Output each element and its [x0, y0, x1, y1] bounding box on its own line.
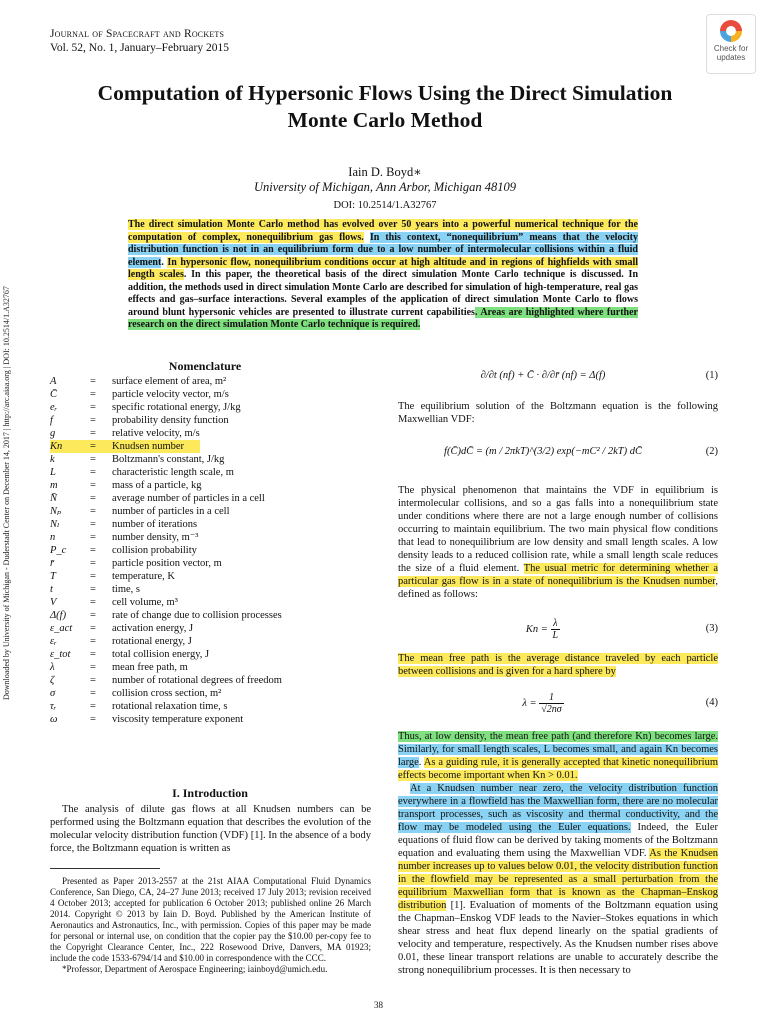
nomenclature-row	[50, 648, 370, 661]
nomenclature-symbol: ζ	[50, 675, 55, 686]
nomenclature-definition: rate of change due to collision processes	[112, 610, 282, 621]
nomenclature-row	[50, 544, 370, 557]
equation-4	[398, 688, 718, 718]
nomenclature-definition: relative velocity, m/s	[112, 428, 200, 439]
equals-sign: =	[90, 519, 96, 530]
nomenclature-heading: Nomenclature	[168, 359, 242, 373]
badge-line2: updates	[716, 53, 746, 62]
equals-sign: =	[90, 454, 96, 465]
equals-sign: =	[90, 688, 96, 699]
nomenclature-definition: characteristic length scale, m	[112, 467, 234, 478]
p2-text-c: , defined as follows:	[398, 576, 718, 600]
title-line1: Computation of Hypersonic Flows Using the Direct Simulation	[97, 81, 673, 105]
doi-label: DOI:	[333, 200, 358, 211]
doi-link[interactable]: 10.2514/1.A32767	[357, 200, 437, 211]
nomenclature-symbol: eᵣ	[50, 402, 58, 413]
paragraph-knudsen-zero	[398, 782, 718, 977]
nomenclature-row	[50, 674, 370, 687]
equals-sign: =	[90, 649, 96, 660]
equation-4-numerator: 1	[539, 692, 563, 704]
p5-highlight-blue: At a Knudsen number near zero, the velocity distribution function everywhere in a flowfield has the Maxwellian form, there are no molecular transport processes, such as viscosity and thermal conductivity, and the flow may be modeled using the Euler equations.	[398, 783, 718, 833]
journal-issue: Vol. 52, No. 1, January–February 2015	[50, 42, 229, 54]
nomenclature-row	[50, 479, 370, 492]
nomenclature-symbol: C̄	[50, 389, 58, 400]
nomenclature-row	[50, 453, 370, 466]
section-heading-introduction: I. Introduction	[172, 786, 248, 800]
abstract	[128, 219, 638, 332]
nomenclature-definition: specific rotational energy, J/kg	[112, 402, 241, 413]
equation-2-formula: f(C̄)dC̄ = (m / 2πkT)^(3/2) exp(−mC² / 2kT) dC̄	[444, 446, 642, 457]
equation-4-denominator: √2nσ	[541, 704, 562, 715]
equation-3-lhs: Kn =	[525, 623, 548, 635]
nomenclature-list	[50, 375, 370, 726]
nomenclature-row	[50, 713, 370, 726]
nomenclature-row	[50, 583, 370, 596]
badge-line1: Check for	[713, 44, 749, 53]
nomenclature-definition: rotational relaxation time, s	[112, 701, 228, 712]
nomenclature-symbol: N̄	[50, 493, 58, 504]
nomenclature-symbol: L	[50, 467, 56, 478]
p4-highlight-green: Thus, at low density, the mean free path (and therefore Kn) becomes large.	[398, 731, 718, 742]
nomenclature-row	[50, 466, 370, 479]
equals-sign: =	[90, 597, 96, 608]
nomenclature-symbol: A	[50, 376, 57, 387]
equals-sign: =	[90, 441, 96, 452]
nomenclature-definition: Knudsen number	[112, 441, 185, 452]
equals-sign: =	[90, 428, 96, 439]
journal-header	[50, 27, 229, 55]
nomenclature-row	[50, 505, 370, 518]
intro-paragraph: The analysis of dilute gas flows at all Knudsen numbers can be performed using the Boltzmann equation that describes the evolution of the molecular velocity distribution function (VDF) [1]. In the absence of a body force, the Boltzmann equation is written as	[50, 804, 371, 854]
nomenclature-row	[50, 414, 370, 427]
footnote-2: *Professor, Department of Aerospace Engineering; iainboyd@umich.edu.	[62, 964, 328, 974]
abstract-segment: . In this paper, the theoretical basis of the direct simulation Monte Carlo technique is discussed. In addition, the methods used in direct simulation Monte Carlo are described for simulation of high-temperature, real gas effects and gas–surface interactions. Several examples of the application of direct simulation Monte Carlo to flows around blunt hypersonic vehicles are presented to illustrate current capabilities	[128, 269, 639, 318]
equals-sign: =	[90, 571, 96, 582]
equals-sign: =	[90, 376, 96, 387]
nomenclature-symbol: Nₗ	[50, 519, 60, 530]
nomenclature-row	[50, 388, 370, 401]
nomenclature-symbol: ε_act	[50, 623, 73, 634]
equation-1-formula: ∂/∂t (nf) + C̄ · ∂/∂r̄ (nf) = Δ(f)	[480, 370, 606, 381]
nomenclature-definition: cell volume, m³	[112, 597, 178, 608]
doi-line	[60, 199, 710, 212]
paragraph-low-density	[398, 730, 718, 782]
abstract-segment: In hypersonic flow, nonequilibrium conditions occur at high altitude and in regions of highfields with small length scales	[128, 256, 638, 280]
nomenclature-symbol: ω	[50, 714, 58, 725]
nomenclature-definition: total collision energy, J	[112, 649, 210, 660]
equals-sign: =	[90, 623, 96, 634]
nomenclature-definition: particle position vector, m	[112, 558, 222, 569]
p5-text-d: [1]. Evaluation of moments of the Boltzmann equation using the Chapman–Enskog VDF leads to the Navier–Stokes equations in which shear stress and heat flux depend linearly on the spatial gradients of velocity and temperature, respectively. As the Knudsen number rises above 0.01, these linear transport relations are unable to accurately describe the strong nonequilibrium processes. It is then necessary to	[398, 900, 718, 976]
abstract-segment: .	[161, 256, 168, 268]
nomenclature-row	[50, 609, 370, 622]
p4-highlight-yellow: As a guiding rule, it is generally accepted that kinetic nonequilibrium effects become important when Kn > 0.01.	[398, 757, 718, 781]
nomenclature-symbol: r̄	[50, 558, 55, 569]
equation-1	[398, 366, 718, 390]
journal-name: Journal of Spacecraft and Rockets	[50, 28, 225, 40]
footnote-rule	[50, 868, 160, 869]
nomenclature-symbol: t	[50, 584, 53, 595]
equation-2-number: (2)	[705, 446, 718, 457]
p4-highlight-blue: Similarly, for small length scales, L becomes small, and again Kn becomes large	[398, 744, 718, 768]
equation-2	[398, 442, 718, 466]
nomenclature-definition: rotational energy, J	[112, 636, 192, 647]
check-for-updates-badge[interactable]	[706, 14, 756, 74]
affiliation: University of Michigan, Ann Arbor, Michigan 48109	[253, 180, 517, 194]
nomenclature-row	[50, 596, 370, 609]
nomenclature-row	[50, 557, 370, 570]
nomenclature-definition: number density, m⁻³	[112, 532, 199, 543]
nomenclature-symbol: V	[50, 597, 57, 608]
nomenclature-symbol: f	[50, 415, 53, 426]
nomenclature-symbol: σ	[50, 688, 56, 699]
equation-1-number: (1)	[705, 370, 718, 381]
nomenclature-row	[50, 492, 370, 505]
equation-3	[398, 614, 718, 644]
nomenclature-symbol: Δ(f)	[50, 610, 67, 621]
nomenclature-symbol: T	[50, 571, 56, 582]
nomenclature-row	[50, 518, 370, 531]
nomenclature-definition: activation energy, J	[112, 623, 194, 634]
nomenclature-definition: number of particles in a cell	[112, 506, 230, 517]
abstract-segment: The direct simulation Monte Carlo method has evolved over 50 years into a powerful numerical technique for the computation of complex, nonequilibrium gas flows.	[128, 219, 638, 243]
equation-3-formula	[398, 618, 688, 641]
nomenclature-definition: average number of particles in a cell	[112, 493, 265, 504]
page-number: 38	[374, 1000, 383, 1010]
paper-title	[60, 80, 710, 134]
equals-sign: =	[90, 532, 96, 543]
equals-sign: =	[90, 467, 96, 478]
equation-4-number: (4)	[705, 697, 718, 708]
equation-4-lhs: λ =	[522, 697, 537, 709]
download-side-note: Downloaded by University of Michigan - Duderstadt Center on December 14, 2017 | http://arc.aiaa.org | DOI: 10.2514/1.A32767	[2, 286, 11, 700]
nomenclature-row	[50, 531, 370, 544]
nomenclature-definition: temperature, K	[112, 571, 175, 582]
p4-text: .	[418, 757, 424, 768]
p5-text-b: Indeed, the Euler equations of fluid flow can be derived by taking moments of the Boltzmann equation and evaluating them using the Maxwellian VDF.	[398, 822, 718, 859]
nomenclature-definition: number of rotational degrees of freedom	[112, 675, 282, 686]
equation-4-formula	[398, 692, 688, 715]
abstract-segment	[364, 232, 370, 243]
nomenclature-row	[50, 622, 370, 635]
abstract-segment: . Areas are highlighted where further research on the direct simulation Monte Carlo technique is required.	[128, 306, 638, 330]
equals-sign: =	[90, 675, 96, 686]
equals-sign: =	[90, 714, 96, 725]
nomenclature-symbol: P_c	[50, 545, 67, 556]
equation-3-number: (3)	[705, 623, 718, 634]
paragraph-mean-free-path	[398, 652, 718, 678]
nomenclature-symbol: g	[50, 428, 56, 439]
equals-sign: =	[90, 662, 96, 673]
equals-sign: =	[90, 558, 96, 569]
equation-3-numerator: λ	[551, 618, 561, 630]
nomenclature-row	[50, 635, 370, 648]
nomenclature-row	[50, 401, 370, 414]
equals-sign: =	[90, 389, 96, 400]
nomenclature-row	[50, 440, 200, 453]
nomenclature-definition: particle velocity vector, m/s	[112, 389, 229, 400]
nomenclature-symbol: m	[50, 480, 58, 491]
equals-sign: =	[90, 584, 96, 595]
nomenclature-symbol: n	[50, 532, 56, 543]
equals-sign: =	[90, 415, 96, 426]
nomenclature-definition: collision cross section, m²	[112, 688, 222, 699]
nomenclature-definition: Boltzmann's constant, J/kg	[112, 454, 225, 465]
p5-highlight-yellow: As the Knudsen number increases up to values below 0.01, the velocity distribution function in the flowfield may be represented as a small perturbation from the equilibrium Maxwellian form that is known as the Chapman–Enskog distribution	[398, 848, 718, 911]
nomenclature-definition: number of iterations	[112, 519, 198, 530]
title-line2: Monte Carlo Method	[287, 108, 483, 132]
nomenclature-definition: mass of a particle, kg	[112, 480, 202, 491]
nomenclature-symbol: Nₚ	[50, 506, 62, 517]
nomenclature-symbol: k	[50, 454, 55, 465]
abstract-segment: In this context, “nonequilibrium” means that the velocity distribution function is not in an equilibrium form due to a low number of intermolecular collisions within a fluid element	[128, 231, 638, 268]
nomenclature-definition: viscosity temperature exponent	[112, 714, 244, 725]
footnotes	[50, 876, 371, 975]
nomenclature-definition: probability density function	[112, 415, 229, 426]
nomenclature-definition: collision probability	[112, 545, 197, 556]
footnote-1: Presented as Paper 2013-2557 at the 21st AIAA Computational Fluid Dynamics Conference, San Diego, CA, 24–27 June 2013; received 17 July 2013; revision received 4 October 2013; accepted for publication 6 October 2013; published online 26 March 2014. Copyright © 2013 by Iain D. Boyd. Published by the American Institute of Aeronautics and Astronautics, Inc., with permission. Copies of this paper may be made for personal or internal use, on condition that the copier pay the $10.00 per-copy fee to the Copyright Clearance Center, Inc., 222 Rosewood Drive, Danvers, MA 01923; include the code 1533-6794/14 and $10.00 in correspondence with the CCC.	[50, 876, 371, 963]
equals-sign: =	[90, 610, 96, 621]
equals-sign: =	[90, 493, 96, 504]
equals-sign: =	[90, 701, 96, 712]
p2-text-a: The physical phenomenon that maintains the VDF in equilibrium is intermolecular collisions, and so a gas falls into a nonequilibrium state under conditions where there are not a large enough number of collisions occurring to maintain equilibrium. The two main physical flow conditions that lead to nonequilibrium are low density and small length scales. A low density leads to a reduced collision rate, while a small length scale reduces the size of a fluid element.	[398, 485, 718, 574]
author[interactable]: Iain D. Boyd∗	[348, 165, 422, 179]
nomenclature-row	[50, 375, 370, 388]
nomenclature-definition: time, s	[112, 584, 140, 595]
paragraph-maxwellian	[398, 400, 718, 426]
p2-highlight: The usual metric for determining whether a particular gas flow is in a state of nonequilibrium is the Knudsen number	[398, 563, 719, 587]
equals-sign: =	[90, 480, 96, 491]
nomenclature-symbol: εᵣ	[50, 636, 57, 647]
paragraph-nonequilibrium	[398, 484, 718, 601]
nomenclature-symbol: τᵣ	[50, 701, 57, 712]
equals-sign: =	[90, 545, 96, 556]
nomenclature-row	[50, 661, 370, 674]
equals-sign: =	[90, 506, 96, 517]
paragraph-maxwellian-text: The equilibrium solution of the Boltzmann equation is the following Maxwellian VDF:	[398, 401, 718, 425]
p3-highlight: The mean free path is the average distance traveled by each particle between collisions and is given for a hard sphere by	[398, 653, 718, 677]
equals-sign: =	[90, 402, 96, 413]
nomenclature-row	[50, 570, 370, 583]
crossmark-icon	[720, 20, 742, 42]
nomenclature-symbol: Kn	[50, 441, 63, 452]
nomenclature-symbol: λ	[50, 662, 55, 673]
nomenclature-row	[50, 700, 370, 713]
equals-sign: =	[90, 636, 96, 647]
nomenclature-row	[50, 687, 370, 700]
nomenclature-definition: surface element of area, m²	[112, 376, 227, 387]
nomenclature-definition: mean free path, m	[112, 662, 188, 673]
nomenclature-symbol: ε_tot	[50, 649, 71, 660]
nomenclature-row	[50, 427, 370, 440]
equation-3-denominator: L	[552, 630, 559, 641]
